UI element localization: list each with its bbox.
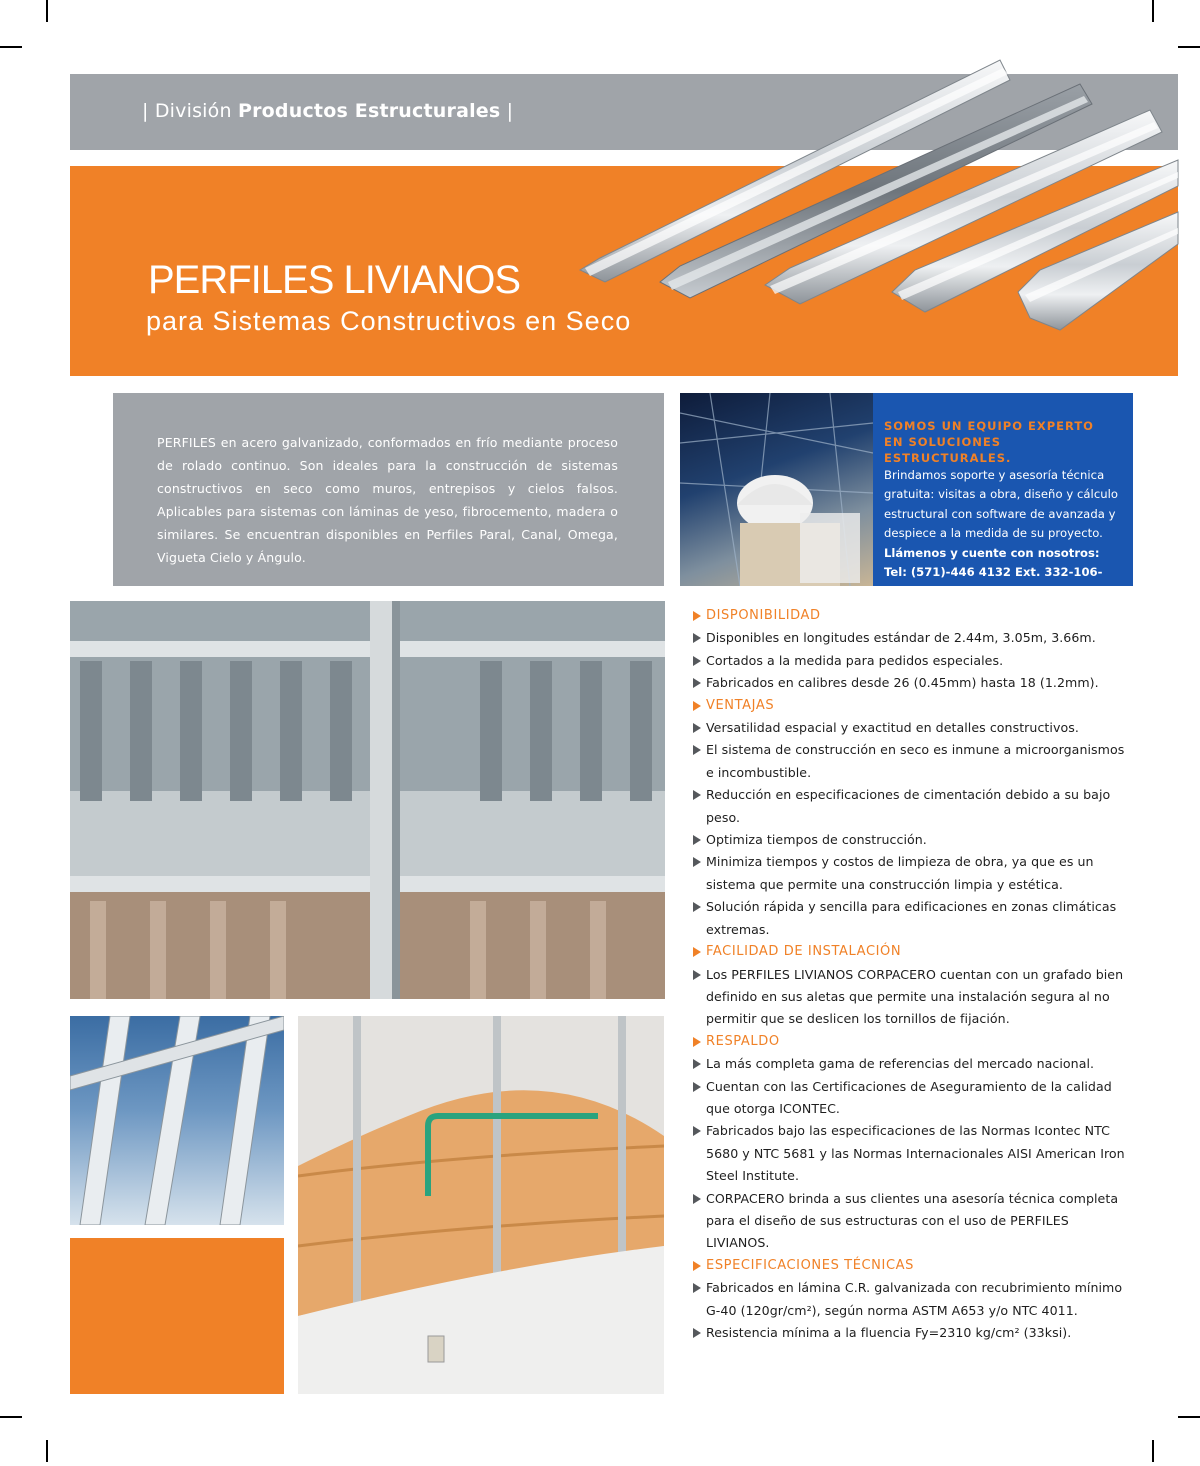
bullet-triangle-icon <box>693 902 701 912</box>
section-especificaciones <box>692 1255 1132 1345</box>
bullet-triangle-icon <box>693 611 701 621</box>
features-list <box>692 605 1132 1344</box>
section-title: DISPONIBILIDAD <box>706 608 821 623</box>
crop-mark <box>0 46 22 48</box>
section-title: ESPECIFICACIONES TÉCNICAS <box>706 1257 914 1273</box>
bullet-triangle-icon <box>693 1059 701 1069</box>
contact-body: Brindamos soporte y asesoría técnica gratuita: visitas a obra, diseño y cálculo estructural con software de avanzada y despiece a la medida de su proyecto. <box>884 468 1119 541</box>
division-title: | División Productos Estructurales | <box>142 100 514 122</box>
bullet-triangle-icon <box>693 1126 701 1136</box>
contact-phone: Tel: (571)-446 4132 Ext. 332-106-222 <box>884 565 1103 599</box>
crop-mark <box>1152 0 1154 22</box>
contact-headline-2: EN SOLUCIONES ESTRUCTURALES. <box>884 435 1012 465</box>
section-title: VENTAJAS <box>706 697 775 713</box>
list-item: Disponibles en longitudes estándar de 2.44m, 3.05m, 3.66m. <box>692 627 1132 649</box>
bullet-triangle-icon <box>693 633 701 643</box>
bullet-triangle-icon <box>693 790 701 800</box>
bullet-triangle-icon <box>693 701 701 711</box>
list-item: Reducción en especificaciones de cimentación debido a su bajo peso. <box>692 784 1132 829</box>
list-item: Versatilidad espacial y exactitud en detalles constructivos. <box>692 717 1132 739</box>
bullet-triangle-icon <box>693 947 701 957</box>
orange-accent-block <box>70 1238 284 1394</box>
bullet-triangle-icon <box>693 1328 701 1338</box>
bullet-triangle-icon <box>693 970 701 980</box>
header-band <box>70 74 1178 150</box>
section-title: FACILIDAD DE INSTALACIÓN <box>706 944 902 960</box>
crop-mark <box>1178 1416 1200 1418</box>
list-item: Los PERFILES LIVIANOS CORPACERO cuentan con un grafado bien definido en sus aletas que permite una instalación segura al no permitir que se deslicen los tornillos de fijación. <box>692 964 1132 1031</box>
crop-mark <box>1178 46 1200 48</box>
crop-mark <box>46 1440 48 1462</box>
list-item: Fabricados en calibres desde 26 (0.45mm) hasta 18 (1.2mm). <box>692 672 1132 694</box>
contact-cta: Llámenos y cuente con nosotros: <box>884 545 1100 560</box>
bullet-triangle-icon <box>693 857 701 867</box>
hero-title: PERFILES LIVIANOS <box>148 258 521 302</box>
steel-frame-sky-photo <box>70 1016 284 1225</box>
section-ventajas <box>692 695 1132 941</box>
list-item: El sistema de construcción en seco es inmune a microorganismos e incombustible. <box>692 739 1132 784</box>
bullet-triangle-icon <box>693 745 701 755</box>
bullet-triangle-icon <box>693 835 701 845</box>
contact-headline-1: SOMOS UN EQUIPO EXPERTO <box>884 419 1094 433</box>
bullet-triangle-icon <box>693 678 701 688</box>
hero-banner <box>70 166 1178 376</box>
bullet-triangle-icon <box>693 1194 701 1204</box>
steel-frame-sky-art <box>70 1016 284 1225</box>
bullet-triangle-icon <box>693 1082 701 1092</box>
bullet-triangle-icon <box>693 1261 701 1271</box>
list-item: Minimiza tiempos y costos de limpieza de obra, ya que es un sistema que permite una construcción limpia y estética. <box>692 851 1132 896</box>
section-disponibilidad <box>692 605 1132 695</box>
bullet-triangle-icon <box>693 723 701 733</box>
list-item: La más completa gama de referencias del mercado nacional. <box>692 1053 1132 1075</box>
ceiling-frame-art <box>70 601 665 999</box>
intro-box <box>113 393 664 586</box>
list-item: Cortados a la medida para pedidos especiales. <box>692 650 1132 672</box>
engineer-photo <box>680 393 873 586</box>
bullet-triangle-icon <box>693 1283 701 1293</box>
list-item: CORPACERO brinda a sus clientes una asesoría técnica completa para el diseño de sus estructuras con el uso de PERFILES LIVIANOS. <box>692 1188 1132 1255</box>
crop-mark <box>46 0 48 22</box>
bullet-triangle-icon <box>693 1037 701 1047</box>
hero-subtitle: para Sistemas Constructivos en Seco <box>146 306 632 336</box>
crop-mark <box>0 1416 22 1418</box>
list-item: Resistencia mínima a la fluencia Fy=2310 kg/cm² (33ksi). <box>692 1322 1132 1344</box>
section-respaldo <box>692 1031 1132 1255</box>
crop-mark <box>1152 1440 1154 1462</box>
drywall-insulation-art <box>298 1016 664 1394</box>
contact-box <box>873 393 1133 599</box>
list-item: Cuentan con las Certificaciones de Aseguramiento de la calidad que otorga ICONTEC. <box>692 1076 1132 1121</box>
list-item: Fabricados en lámina C.R. galvanizada con recubrimiento mínimo G-40 (120gr/cm²), según norma ASTM A653 y/o NTC 4011. <box>692 1277 1132 1322</box>
section-facilidad-instalacion <box>692 941 1132 1031</box>
ceiling-frame-photo <box>70 601 665 999</box>
intro-text: PERFILES en acero galvanizado, conformados en frío mediante proceso de rolado continuo. Son ideales para la construcción de sistemas constructivos en seco como muros, entrepisos y cielos falsos. Aplicables para sistemas con láminas de yeso, fibrocemento, madera o similares. Se encuentran disponibles en Perfiles Paral, Canal, Omega, Vigueta Cielo y Ángulo. <box>157 435 618 565</box>
drywall-insulation-photo <box>298 1016 664 1394</box>
list-item: Solución rápida y sencilla para edificaciones en zonas climáticas extremas. <box>692 896 1132 941</box>
section-title: RESPALDO <box>706 1033 780 1049</box>
engineer-photo-art <box>680 393 873 586</box>
bullet-triangle-icon <box>693 656 701 666</box>
list-item: Fabricados bajo las especificaciones de las Normas Icontec NTC 5680 y NTC 5681 y las Normas Internacionales AISI American Iron Steel Institute. <box>692 1120 1132 1187</box>
list-item: Optimiza tiempos de construcción. <box>692 829 1132 851</box>
